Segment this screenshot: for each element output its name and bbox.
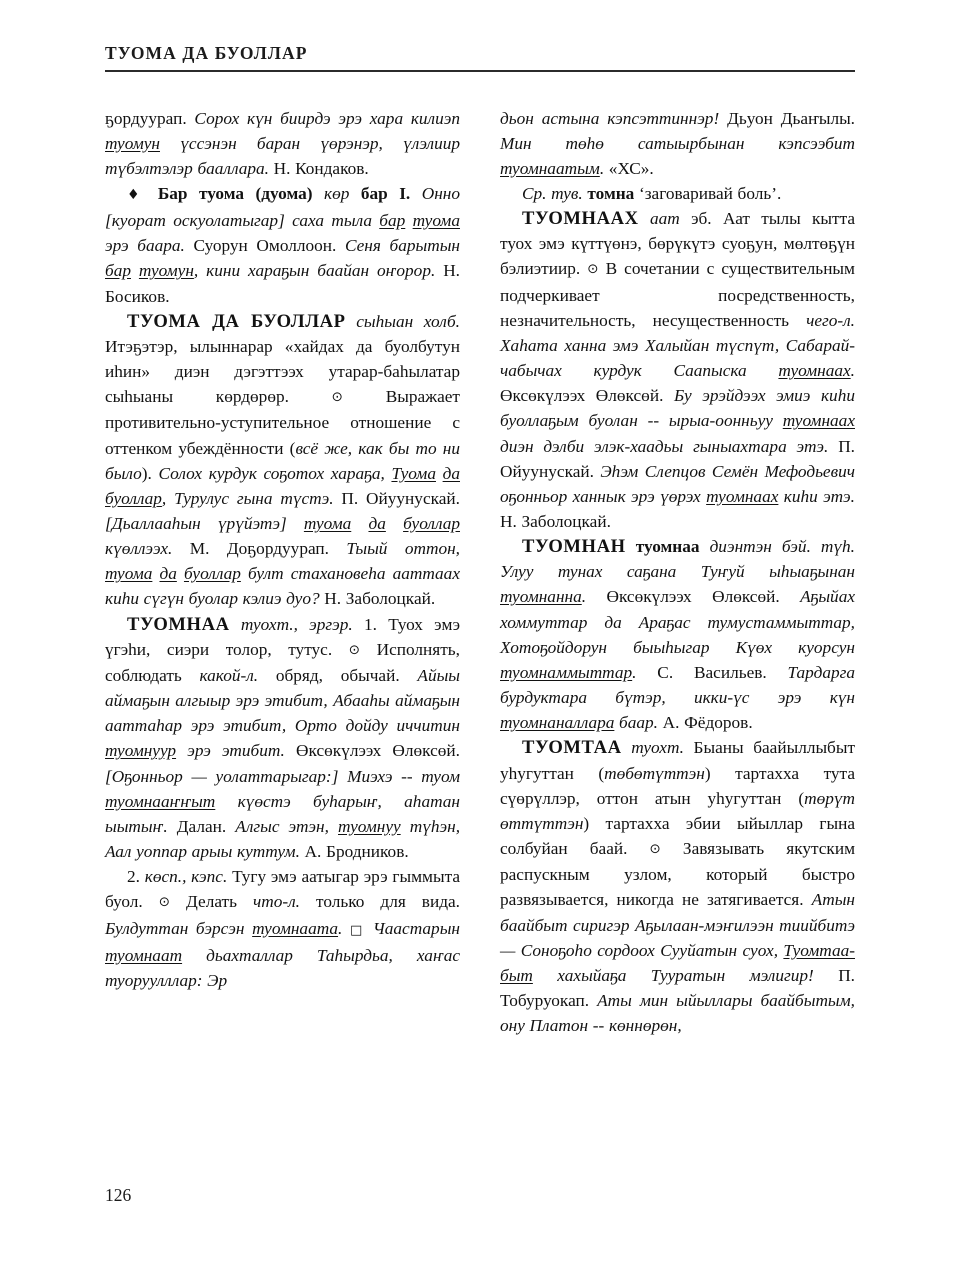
page-content-area [105,45,855,1225]
example-italic: Мин төһө сатыырбынан кэпсээбит [500,133,855,153]
definition-russian-italic: что-л. [253,892,300,912]
white-square-marker-icon: □ [350,922,366,938]
diamond-marker-icon: ♦ [127,186,147,203]
example-italic: Аты мин ыйыллары баайбытым, ону Платон -- көннөрөн, [500,990,855,1036]
text-run: ҕордуурап. [105,108,195,128]
example-italic: Эһэм Слепцов Семён Мефодьевич оҕонньор ханнык эрэ үөрэх [500,461,855,506]
keyword-underlined: бар [105,261,131,281]
source-citation: А. Бродников. [299,842,409,862]
keyword-underlined: туомнааҥҥыт [105,791,216,811]
cognate-form: томна [582,183,635,203]
circled-dot-marker-icon: ⊙ [587,261,599,278]
definition-russian-italic: всё же, как бы то ни было [105,438,460,483]
source-citation: Н. Заболоцкай. [500,512,611,531]
definition-russian: Делать [170,892,254,912]
keyword-underlined: Туомтаа- [783,940,855,960]
example-italic: Булдуттан бэрсэн [105,918,253,938]
keyword-underlined: буоллар [105,488,162,508]
entry-headword: ТУОМНААХ [522,208,639,230]
entry-tuoma-da-buollar [105,309,460,612]
source-citation: Өксөкүлээх Өлөксөй. [284,741,461,761]
phrase-headword: Бар туома (дуома) [157,183,313,203]
cross-reference-label: көр [324,183,350,203]
example-italic: эрэ этибит. [176,741,285,761]
definition-yakut: Итэҕэтэр, ылыннарар «хайдах да буолбутун иһин» диэн дэгэттээх утарар-баһылатар сыһыаны көрдөрөр. [105,336,460,407]
example-italic: түһэн, Аал уоппар арыы куттум. [105,816,461,862]
definition-russian: Выражает противительно-уступительное отношение с оттенком убеждённости ( [105,387,460,458]
example-italic: . [599,158,605,178]
example-italic: Улуу тунах саҕана Туҥуй ыһыаҕынан [500,562,855,582]
source-citation: П. Ойуунускай. [500,436,855,481]
cross-reference-target: бар I. [360,183,411,203]
phrase-entry-bar-tuoma [105,181,460,309]
circled-dot-marker-icon: ⊙ [649,841,661,858]
source-citation: Өксөкүлээх Өлөксөй. [500,386,664,406]
cognate-gloss: ‘заговаривай боль’. [634,183,782,203]
entry-tuomtaa [500,735,855,1038]
keyword-underlined: туомнаах [778,361,851,381]
page-number: 126 [105,1185,132,1205]
example-italic: Тыый оттон, [328,539,460,559]
source-citation: Н. Кондаков. [268,158,369,178]
keyword-underlined: туома [412,211,460,231]
keyword-underlined: туомнаналлара [500,713,615,733]
definition-russian-italic: какой-л. [199,665,259,685]
entry-tuomnan [500,534,855,735]
grammar-label: аат [650,209,680,229]
keyword-underlined: буоллар [183,564,241,584]
definition-yakut: Тугу эмэ аатыгар эрэ гыммыта буол. [105,867,460,912]
keyword-underlined: да [368,514,386,533]
source-citation: С. Васильев. [636,662,767,682]
example-italic: эрэ баара. [105,236,185,256]
entry-headword: ТУОМТАА [522,737,622,759]
entry-tuomnaakh [500,206,855,534]
example-italic: Сеня барытын [336,236,460,256]
example-italic: Хаһата ханна эмэ Халыйан түспүт, Сабарай-чабычах курдук Саапыска [500,335,855,381]
circled-dot-marker-icon: ⊙ [158,894,171,911]
keyword-underlined: туомнаатым [500,158,600,178]
example-italic: баар. [614,713,658,733]
derivation-base: туомнаа [635,537,700,557]
example-italic: , кини хараҕын баайан оҥорор. [193,261,436,281]
keyword-underlined: туомнаммыттар [500,662,633,682]
source-citation: Дьуон Дьаҥылы. [719,108,855,128]
example-italic: Чаастарын [365,918,460,938]
keyword-underlined: туомун [138,261,194,281]
entry-headword: ТУОМА ДА БУОЛЛАР [127,310,346,332]
definition-yakut: ) тартахха эбии ыйыллар гына солбуйан баай. [500,813,855,859]
definition-yakut: Аат тылы кытта туох эмэ күттүөнэ, бөрүкүтэ суоҕун, мөлтөҕүн бэлиэтиир. [500,209,856,279]
running-head: ТУОМА ДА БУОЛЛАР [105,43,308,63]
entry-tuomnaa-sense-2 [105,864,460,993]
example-italic: [Дьаллааһын үрүйэтэ] [105,514,304,533]
grammar-label: сыһыан холб. [356,311,460,331]
right-column [500,106,855,1039]
keyword-underlined: да [159,564,177,584]
grammar-label: туохт., эргэр. [240,614,353,634]
comparative-label: Ср. тув. [522,183,583,203]
definition-russian: Исполнять, соблюдать [105,639,460,685]
grammar-label: эб. [679,209,712,229]
circled-dot-marker-icon: ⊙ [348,641,361,658]
example-italic: Солох курдук соҕотох хараҕа, [158,463,392,483]
example-italic [405,211,412,230]
paragraph-continuation-right [500,106,855,181]
example-italic: . [581,587,587,607]
keyword-underlined: туомнуур [105,741,177,761]
example-italic: дьахталлар Таһырдьа, хаҥас туоруулллар: Эр [105,945,460,990]
keyword-underlined: туомун [105,133,160,153]
source-citation: П. Ойуунускай. [333,488,460,508]
sense-number: 1. [352,614,377,634]
keyword-underlined: быт [500,965,533,985]
source-citation: Далан. [167,816,227,836]
source-citation: «ХС». [604,158,654,178]
example-italic: [Оҕонньор — уолаттарыгар:] Миэхэ -- туом [105,766,460,786]
definition-yakut: Быаны баайыллыбыт уһугуттан ( [500,738,856,783]
source-citation: Н. Босиков. [105,261,461,306]
circled-dot-marker-icon: ⊙ [331,389,343,406]
example-italic: Тардарга бурдуктара бүтэр, икки-үс эрэ күн [500,662,855,708]
example-italic: . [632,662,637,682]
example-italic: . [850,361,855,381]
example-italic: . [338,918,350,938]
keyword-underlined: буоллар [403,514,460,533]
entry-headword: ТУОМНАН [522,536,626,558]
entry-tuomnaa-sense-1 [105,612,460,865]
source-citation: М. Доҕордуурап. [172,539,329,559]
grammar-label: туохт. [631,738,684,758]
keyword-underlined: туомнанна [500,587,582,607]
definition-yakut: Туох эмэ үгэһи, сиэри толор, тутус. [105,614,461,659]
keyword-underlined: бар [379,211,406,231]
example-italic: дьон астына кэпсэттиннэр! [500,108,720,128]
grammar-label: диэнтэн бэй. түһ. [699,537,856,557]
grammar-label: көсп., кэпс. [139,867,228,887]
source-citation: Н. Заболоцкай. [319,589,436,609]
two-column-body [105,106,855,1039]
keyword-underlined: туомнуу [338,816,401,836]
keyword-underlined: туома [105,564,153,584]
cognate-note [500,181,855,206]
example-italic: Сорох күн биирдэ эрэ хара килиэп [194,108,460,128]
source-citation: Суорун Омоллоон. [184,236,337,256]
definition-russian: Завязывать якутским распускным узлом, который быстро развязывается, никогда не затягивается. [500,839,855,910]
example-italic: булт стахановеһа ааттаах киһи сүгүн буолар кэлиэ дуо? [105,564,460,609]
definition-russian: В сочетании с существительным подчеркивает посредственность, незначительность, несущественность [500,259,855,330]
example-italic: Атын баайбыт сиригэр Аҕылаан-мэҥилээн тиийбитэ — Соноҕоһо сордоох Сууйатын суох, [500,890,855,960]
entry-headword: ТУОМНАА [127,613,230,635]
source-citation: А. Фёдоров. [657,713,753,733]
example-italic: хахыйаҕа Тууратын мэлигир! [532,965,814,985]
example-italic: үссэнэн баран үөрэнэр, үлэлиир түбэлтэлэр бааллара. [105,133,460,178]
left-column [105,106,460,1039]
example-italic: киһи этэ. [778,486,855,506]
keyword-underlined: туомнаат [105,945,183,965]
keyword-underlined: да [442,463,460,483]
example-italic: күөстэ буһарыҥ, аһатан ыытыҥ. [105,791,460,836]
source-citation: Өксөкүлээх Өлөксөй. [586,587,780,607]
example-italic: Аҕыйах хоммуттар да Араҕас тумустаммыттар, Хотоҕойдорун быыһыгар Күөх куорсун [500,587,856,657]
example-italic: , Турулус гына түстэ. [161,488,334,508]
keyword-underlined: туомнаах [782,411,855,431]
header-rule [105,70,855,72]
example-italic: Айыы аймаҕын алгыыр эрэ этибит, Абааһы аймаҕын ааттаһар эрэ этибит, Орто дойду иччитин [105,665,460,736]
definition-yakut-italic: төбөтүттэн [604,763,705,783]
keyword-underlined: туома [303,514,352,533]
example-italic: күөллээх. [105,539,173,559]
example-italic: диэн дэлби элэк-хаадьы гыныахтара этэ. [500,436,829,456]
definition-russian: обряд, обычай. [258,665,418,685]
example-italic: Алгыс этэн, [226,816,339,836]
keyword-underlined: туомнаата [252,918,339,938]
definition-yakut: ) тартахха тута сүөрүллэр, оттон атын уһугуттан ( [500,763,855,808]
definition-yakut-italic: төрүт өттүттэн [500,788,855,833]
source-citation: П. Тобуруокап. [500,965,856,1010]
example-italic: Бу эрэйдээх эмиэ киһи буоллаҕым буолан -- ырыа-оонньуу [500,386,855,431]
definition-russian-italic: чего-л. [806,310,855,330]
definition-russian: ). [141,463,159,483]
sense-number: 2. [127,867,140,887]
keyword-underlined: Туома [391,463,436,483]
paragraph-continuation-left [105,106,460,181]
definition-russian: только для вида. [300,892,460,912]
example-italic: Онно [куорат оскуолатыгар] саха тыла [105,183,461,231]
keyword-underlined: туомнаах [706,486,779,506]
